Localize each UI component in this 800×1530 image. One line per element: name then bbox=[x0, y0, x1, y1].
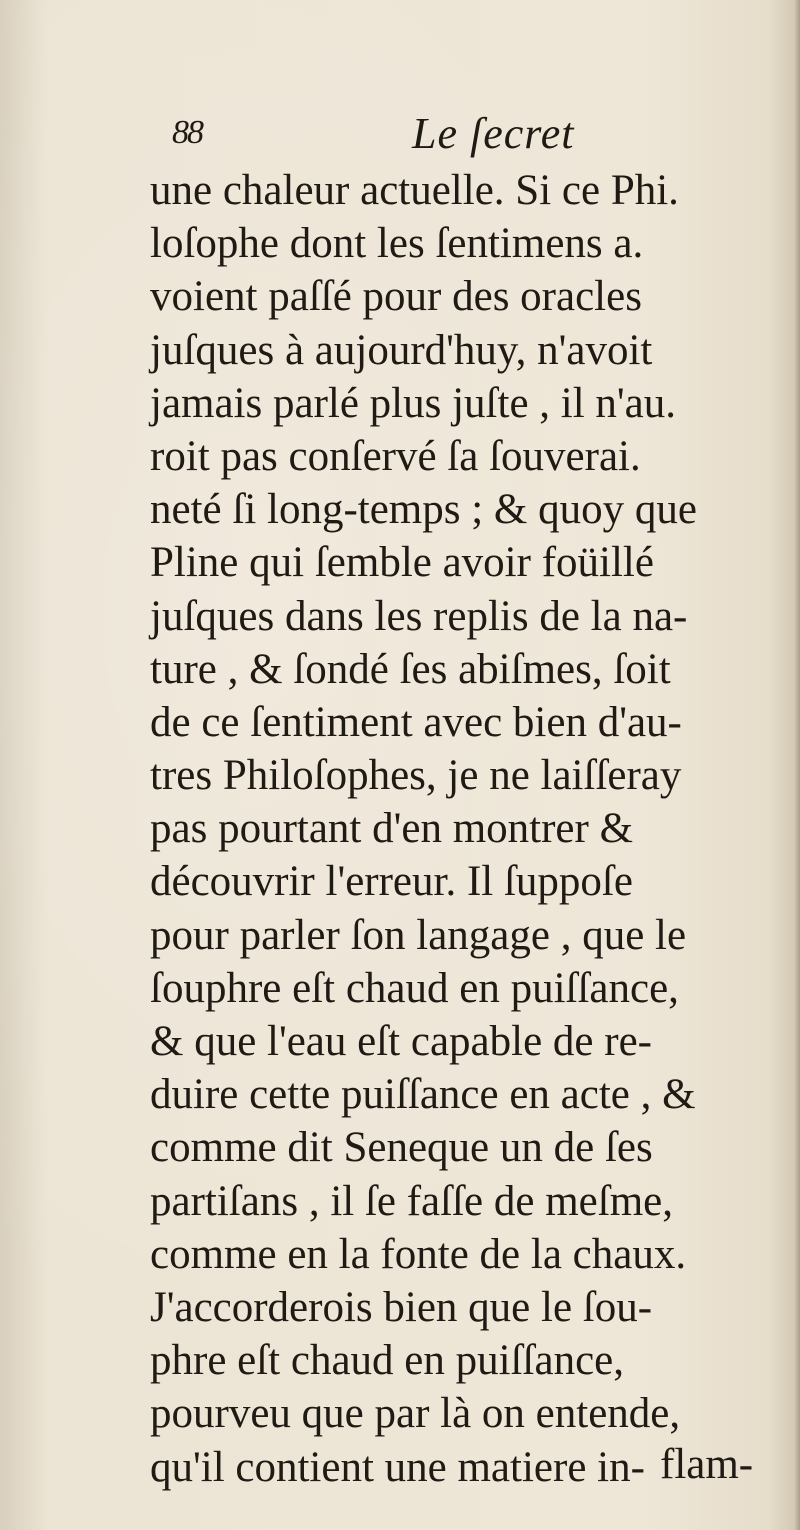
text-line: partiſans , il ſe faſſe de meſme, bbox=[150, 1177, 673, 1225]
text-line: tres Philoſophes, je ne laiſſeray bbox=[150, 752, 682, 800]
text-line: qu'il contient une matiere in- bbox=[150, 1443, 645, 1491]
text-line: comme dit Seneque un de ſes bbox=[150, 1124, 653, 1172]
text-line: ture , & ſondé ſes abiſmes, ſoit bbox=[150, 645, 671, 693]
text-line: découvrir l'erreur. Il ſuppoſe bbox=[150, 858, 633, 906]
text-line: pour parler ſon langage , que le bbox=[150, 911, 687, 959]
text-line: de ce ſentiment avec bien d'au- bbox=[150, 698, 682, 746]
text-line: pourveu que par là on entende, bbox=[150, 1390, 681, 1438]
text-line: neté ſi long-temps ; & quoy que bbox=[150, 486, 697, 534]
text-line: juſques à aujourd'huy, n'avoit bbox=[150, 326, 653, 374]
text-line: comme en la fonte de la chaux. bbox=[150, 1230, 687, 1278]
catchword: flam- bbox=[660, 1441, 754, 1488]
text-line: & que l'eau eſt capable de re- bbox=[150, 1018, 652, 1065]
body-text bbox=[150, 164, 790, 1494]
running-title: Le ſecret bbox=[412, 109, 575, 158]
text-line: duire cette puiſſance en acte , & bbox=[150, 1071, 696, 1119]
page-edge-shadow bbox=[794, 0, 800, 1530]
text-line: loſophe dont les ſentimens a. bbox=[150, 220, 644, 268]
text-line: Pline qui ſemble avoir foüillé bbox=[150, 539, 654, 587]
text-line: une chaleur actuelle. Si ce Phi. bbox=[150, 167, 679, 214]
text-line: pas pourtant d'en montrer & bbox=[150, 805, 634, 853]
text-line: J'accorderois bien que le ſou- bbox=[150, 1283, 653, 1331]
text-line: roit pas conſervé ſa ſouverai. bbox=[150, 432, 641, 480]
text-line: juſques dans les replis de la na- bbox=[150, 592, 688, 640]
page-header bbox=[172, 108, 622, 168]
page-number: 88 bbox=[172, 114, 202, 151]
text-line: phre eſt chaud en puiſſance, bbox=[150, 1337, 624, 1385]
text-line: voient paſſé pour des oracles bbox=[150, 273, 642, 321]
text-line: ſouphre eſt chaud en puiſſance, bbox=[150, 964, 679, 1012]
text-line: jamais parlé plus juſte , il n'au. bbox=[150, 379, 677, 427]
